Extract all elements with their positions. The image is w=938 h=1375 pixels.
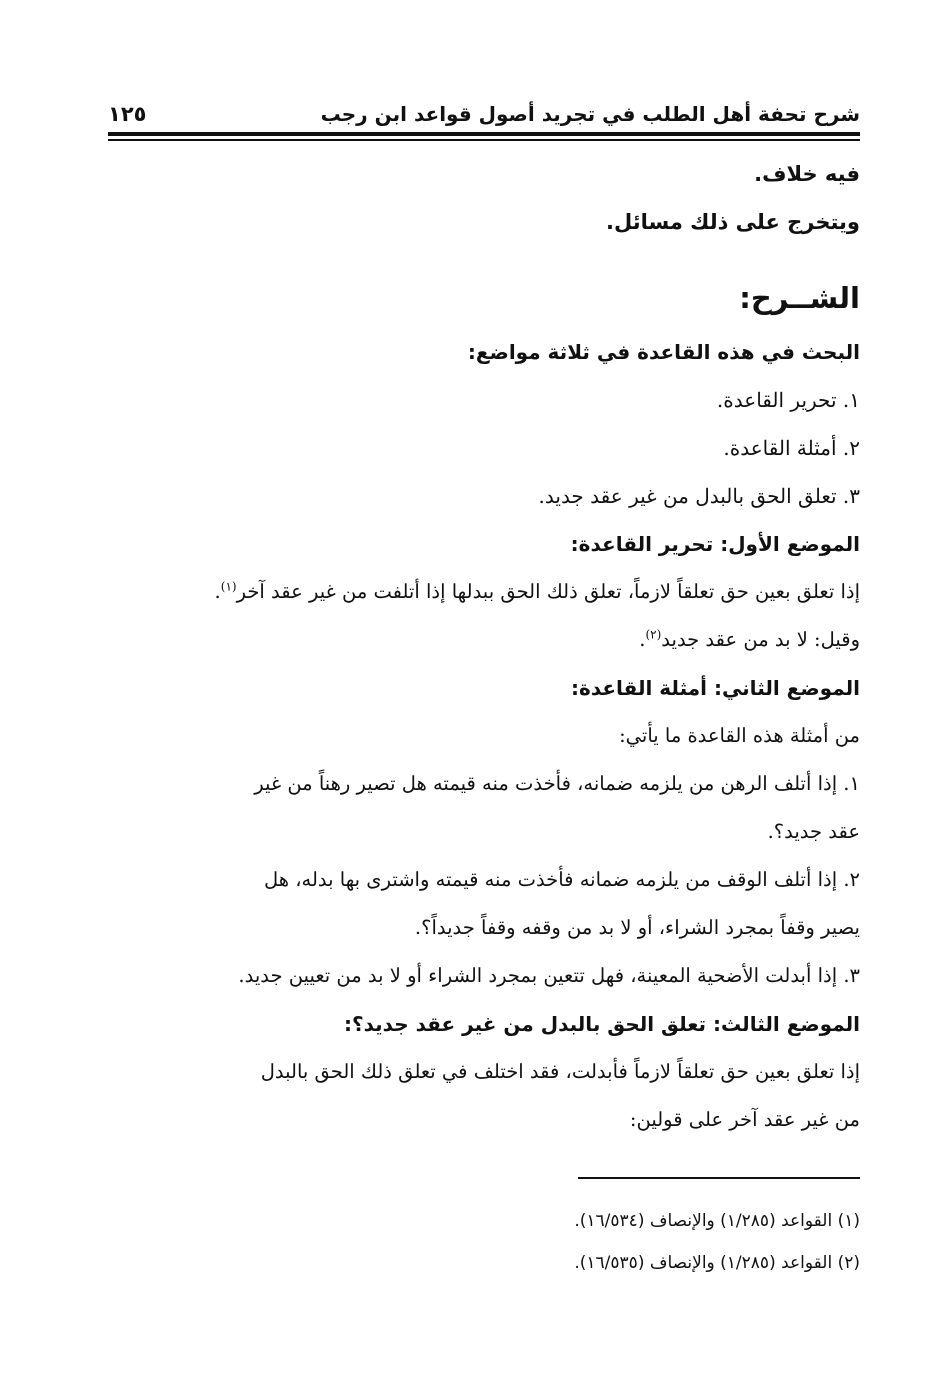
footnote-2: (٢) القواعد (١/٢٨٥) والإنصاف (١٦/٥٣٥). xyxy=(574,1253,860,1273)
period: . xyxy=(639,628,646,651)
footnote-separator xyxy=(578,1177,860,1179)
period: . xyxy=(214,580,221,603)
section-1-heading: الموضع الأول: تحرير القاعدة: xyxy=(570,532,860,556)
header-rule-thin xyxy=(108,139,860,141)
section-2-heading: الموضع الثاني: أمثلة القاعدة: xyxy=(571,676,860,700)
section-1-paragraph xyxy=(118,568,860,616)
topic-item: ٢. أمثلة القاعدة. xyxy=(723,436,860,460)
footnote-ref-1[interactable]: (١) xyxy=(220,579,237,594)
footnote-1: (١) القواعد (١/٢٨٥) والإنصاف (١٦/٥٣٤). xyxy=(574,1211,860,1231)
page-header xyxy=(108,92,860,126)
topics-heading: البحث في هذه القاعدة في ثلاثة مواضع: xyxy=(467,340,860,364)
intro-line-2: ويتخرج على ذلك مسائل. xyxy=(605,210,860,234)
section-1-alt-opinion xyxy=(118,616,860,664)
page-number: ١٢٥ xyxy=(108,102,147,126)
section-2-intro: من أمثلة هذه القاعدة ما يأتي: xyxy=(619,724,860,747)
example-1-line-1: ١. إذا أتلف الرهن من يلزمه ضمانه، فأخذت منه قيمته هل تصير رهناً من غير xyxy=(254,772,860,795)
section-1-text: إذا تعلق بعين حق تعلقاً لازماً، تعلق ذلك الحق ببدلها إذا أتلفت من غير عقد آخر xyxy=(236,580,860,603)
example-3: ٣. إذا أبدلت الأضحية المعينة، فهل تتعين بمجرد الشراء أو لا بد من تعيين جديد. xyxy=(238,964,860,987)
alt-opinion-text: وقيل: لا بد من عقد جديد xyxy=(661,628,860,651)
running-title: شرح تحفة أهل الطلب في تجريد أصول قواعد ابن رجب xyxy=(320,102,860,126)
sharh-heading: الشــرح: xyxy=(739,281,860,315)
example-2-line-1: ٢. إذا أتلف الوقف من يلزمه ضمانه فأخذت منه قيمته واشترى بها بدله، هل xyxy=(263,868,860,891)
example-1-line-2: عقد جديد؟. xyxy=(767,820,860,843)
header-rule-thick xyxy=(108,132,860,136)
main-text xyxy=(118,150,860,1144)
section-3-heading: الموضع الثالث: تعلق الحق بالبدل من غير عقد جديد؟: xyxy=(343,1012,860,1036)
footnote-ref-2[interactable]: (٢) xyxy=(645,627,662,642)
section-3-line-1: إذا تعلق بعين حق تعلقاً لازماً فأبدلت، فقد اختلف في تعلق ذلك الحق بالبدل xyxy=(260,1060,860,1083)
topic-item: ٣. تعلق الحق بالبدل من غير عقد جديد. xyxy=(538,484,860,508)
topic-item: ١. تحرير القاعدة. xyxy=(716,388,860,412)
footnotes xyxy=(118,1200,860,1284)
intro-line-1: فيه خلاف. xyxy=(754,162,860,186)
section-3-line-2: من غير عقد آخر على قولين: xyxy=(629,1108,860,1131)
example-2-line-2: يصير وقفاً بمجرد الشراء، أو لا بد من وقفه وقفاً جديداً؟. xyxy=(414,916,860,939)
